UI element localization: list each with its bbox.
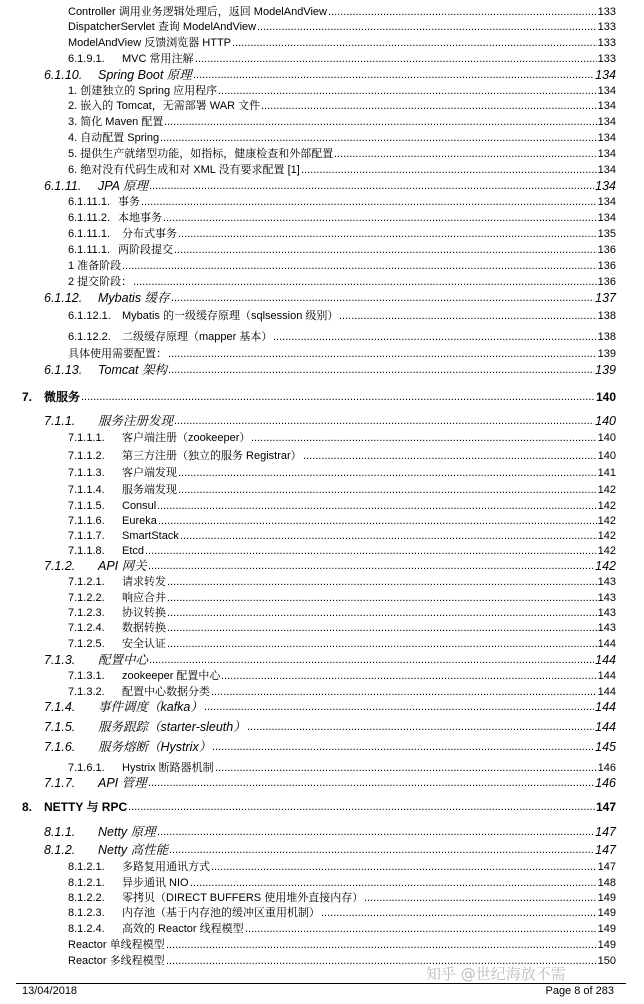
toc-entry-page: 136 <box>597 260 616 272</box>
toc-entry-title: Consul <box>122 500 157 512</box>
toc-dot-leader <box>245 922 597 936</box>
toc-entry-page: 149 <box>597 907 616 919</box>
toc-entry-page: 145 <box>595 740 616 754</box>
toc-entry-title: 1 准备阶段 <box>68 260 122 272</box>
toc-entry-number: 6.1.11.1. <box>68 196 110 208</box>
toc-entry-page: 142 <box>597 530 616 542</box>
toc-entry-page: 135 <box>597 228 616 240</box>
toc-entry-title: DispatcherServlet 查询 ModelAndView <box>68 21 257 33</box>
toc-entry-number: 7.1.6.1. <box>68 762 105 774</box>
toc-dot-leader <box>174 243 597 257</box>
toc-entry-page: 134 <box>597 100 616 112</box>
toc-entry-number: 6.1.12. <box>44 291 83 305</box>
toc-entry-number: 7.1.1.7. <box>68 530 105 542</box>
toc-entry-title: Netty 高性能 <box>98 843 169 857</box>
toc-entry-number: 7.1.7. <box>44 776 76 790</box>
toc-entry-page: 134 <box>597 212 616 224</box>
toc-dot-leader <box>168 363 594 377</box>
toc-entry-title: 服务端发现 <box>122 484 177 496</box>
toc-dot-leader <box>273 330 597 344</box>
toc-entry-number: 6.1.11.2. <box>68 212 110 224</box>
toc-entry-title: Spring Boot 原理 <box>98 68 192 82</box>
toc-entry-title: 客户端发现 <box>122 467 177 479</box>
toc-entry-page: 134 <box>597 148 616 160</box>
footer-page-number: Page 8 of 283 <box>545 985 614 997</box>
toc-entry-page: 144 <box>597 670 616 682</box>
toc-entry-number: 7.1.2.5. <box>68 638 105 650</box>
toc-entry-number: 7.1.3. <box>44 653 76 667</box>
toc-entry-page: 144 <box>595 720 616 734</box>
toc-dot-leader <box>204 700 594 714</box>
toc-entry-page: 148 <box>597 877 616 889</box>
toc-dot-leader <box>178 483 597 497</box>
toc-dot-leader <box>261 99 597 113</box>
toc-entry-title: ModelAndView 反馈浏览器 HTTP <box>68 37 232 49</box>
toc-entry-title: 分布式事务 <box>122 228 177 240</box>
toc-entry-title: 安全认证 <box>122 638 166 650</box>
toc-entry-number: 6.1.10. <box>44 68 83 82</box>
toc-entry-title: 事务 <box>118 196 140 208</box>
toc-dot-leader <box>167 575 597 589</box>
toc-dot-leader <box>149 179 594 193</box>
toc-entry-title: 事件调度（kafka） <box>98 700 203 714</box>
toc-entry-page: 144 <box>597 686 616 698</box>
toc-entry-page: 134 <box>595 68 616 82</box>
toc-dot-leader <box>303 449 597 463</box>
toc-entry-page: 142 <box>595 559 616 573</box>
toc-entry-page: 133 <box>597 37 616 49</box>
toc-entry-title: 多路复用通讯方式 <box>122 861 210 873</box>
toc-dot-leader <box>164 115 597 129</box>
toc-entry-page: 141 <box>597 467 616 479</box>
toc-entry-number: 8.1.1. <box>44 825 76 839</box>
toc-entry-title: Reactor 多线程模型 <box>68 955 165 967</box>
toc-entry-page: 140 <box>595 390 616 404</box>
toc-entry-page: 134 <box>597 132 616 144</box>
toc-dot-leader <box>212 740 594 754</box>
toc-entry-number: 7.1.1.2. <box>68 450 105 462</box>
toc-entry-title: 异步通讯 NIO <box>122 877 189 889</box>
toc-entry-page: 137 <box>595 291 616 305</box>
toc-entry-page: 134 <box>597 164 616 176</box>
toc-dot-leader <box>167 637 597 651</box>
toc-dot-leader <box>158 514 597 528</box>
toc-entry-title: 3. 简化 Maven 配置 <box>68 116 164 128</box>
toc-entry-number: 7.1.2. <box>44 559 76 573</box>
toc-entry-title: 响应合并 <box>122 592 166 604</box>
toc-dot-leader <box>247 720 594 734</box>
toc-entry-page: 133 <box>597 21 616 33</box>
toc-entry-page: 138 <box>597 331 616 343</box>
toc-entry-page: 142 <box>597 484 616 496</box>
toc-dot-leader <box>221 669 597 683</box>
toc-entry-title: JPA 原理 <box>98 179 149 193</box>
toc-entry-page: 134 <box>595 179 616 193</box>
toc-dot-leader <box>174 414 594 428</box>
toc-entry-title: 配置中心 <box>98 653 149 667</box>
toc-entry-number: 6.1.12.2. <box>68 331 111 343</box>
toc-dot-leader <box>128 800 595 814</box>
toc-entry-title: 1. 创建独立的 Spring 应用程序 <box>68 85 218 97</box>
toc-entry-page: 147 <box>595 800 616 814</box>
toc-dot-leader <box>232 36 597 50</box>
toc-entry-number: 7.1.5. <box>44 720 76 734</box>
toc-dot-leader <box>167 606 597 620</box>
toc-dot-leader <box>145 544 597 558</box>
toc-entry-page: 147 <box>595 843 616 857</box>
toc-dot-leader <box>160 131 597 145</box>
toc-entry-page: 144 <box>595 700 616 714</box>
toc-entry-page: 142 <box>597 515 616 527</box>
toc-entry-number: 7.1.2.2. <box>68 592 105 604</box>
toc-entry-title: 2 提交阶段： <box>68 276 133 288</box>
toc-dot-leader <box>168 347 597 361</box>
toc-dot-leader <box>133 275 597 289</box>
toc-entry-number: 7.1.1.4. <box>68 484 105 496</box>
toc-entry-title: Controller 调用业务逻辑处理后，返回 ModelAndView <box>68 6 327 18</box>
toc-entry-title: 协议转换 <box>122 607 166 619</box>
toc-entry-page: 149 <box>597 939 616 951</box>
toc-dot-leader <box>180 529 597 543</box>
toc-entry-page: 139 <box>597 348 616 360</box>
toc-entry-title: SmartStack <box>122 530 179 542</box>
toc-entry-number: 8.1.2.3. <box>68 907 105 919</box>
toc-dot-leader <box>301 163 597 177</box>
toc-entry-title: 内存池（基于内存池的缓冲区重用机制） <box>122 907 320 919</box>
toc-dot-leader <box>157 499 597 513</box>
toc-entry-title: 客户端注册（zookeeper） <box>122 432 251 444</box>
toc-entry-number: 8.1.2.1. <box>68 877 105 889</box>
toc-dot-leader <box>218 84 597 98</box>
toc-entry-number: 7.1.1.1. <box>68 432 105 444</box>
toc-entry-title: zookeeper 配置中心 <box>122 670 221 682</box>
toc-entry-page: 144 <box>595 653 616 667</box>
toc-entry-title: API 网关 <box>98 559 147 573</box>
toc-dot-leader <box>149 653 594 667</box>
toc-entry-title: 两阶段提交 <box>118 244 173 256</box>
toc-dot-leader <box>148 776 594 790</box>
toc-entry-title: 服务跟踪（starter-sleuth） <box>98 720 246 734</box>
toc-entry-page: 142 <box>597 500 616 512</box>
toc-dot-leader <box>339 309 597 323</box>
toc-dot-leader <box>251 431 597 445</box>
toc-entry-number: 8.1.2. <box>44 843 76 857</box>
toc-dot-leader <box>163 211 597 225</box>
toc-dot-leader <box>364 891 597 905</box>
toc-entry-number: 8.1.2.2. <box>68 892 105 904</box>
toc-entry-page: 147 <box>597 861 616 873</box>
toc-entry-title: NETTY 与 RPC <box>44 800 128 814</box>
toc-dot-leader <box>178 227 597 241</box>
toc-entry-page: 134 <box>597 85 616 97</box>
toc-entry-page: 133 <box>597 53 616 65</box>
toc-entry-title: 二级缓存原理（mapper 基本） <box>122 331 273 343</box>
toc-entry-page: 139 <box>595 363 616 377</box>
toc-entry-title: 6. 绝对没有代码生成和对 XML 没有要求配置 [1] <box>68 164 300 176</box>
toc-entry-title: 配置中心数据分类 <box>122 686 210 698</box>
toc-entry-number: 7.1.1.8. <box>68 545 105 557</box>
toc-dot-leader <box>167 591 597 605</box>
toc-entry-title: Mybatis 缓存 <box>98 291 170 305</box>
toc-entry-number: 6.1.9.1. <box>68 53 105 65</box>
toc-dot-leader <box>148 559 594 573</box>
toc-entry-number: 6.1.11.1. <box>68 228 110 240</box>
toc-entry-title: 具体使用需要配置： <box>68 348 167 360</box>
toc-dot-leader <box>171 291 594 305</box>
toc-dot-leader <box>178 466 597 480</box>
toc-entry-title: Hystrix 断路器机制 <box>122 762 214 774</box>
toc-entry-title: 4. 自动配置 Spring <box>68 132 160 144</box>
toc-entry-page: 140 <box>595 414 616 428</box>
toc-entry-page: 149 <box>597 892 616 904</box>
toc-entry-number: 7.1.2.1. <box>68 576 105 588</box>
toc-entry-page: 143 <box>597 607 616 619</box>
toc-entry-title: 本地事务 <box>118 212 162 224</box>
toc-dot-leader <box>257 20 597 34</box>
toc-entry-page: 147 <box>595 825 616 839</box>
toc-entry-title: 数据转换 <box>122 622 166 634</box>
toc-entry-title: Eureka <box>122 515 157 527</box>
toc-dot-leader <box>141 195 597 209</box>
toc-dot-leader <box>122 259 597 273</box>
toc-entry-page: 143 <box>597 576 616 588</box>
toc-dot-leader <box>157 825 594 839</box>
toc-entry-title: Etcd <box>122 545 145 557</box>
toc-entry-page: 138 <box>597 310 616 322</box>
toc-entry-page: 140 <box>597 450 616 462</box>
toc-dot-leader <box>328 5 597 19</box>
toc-entry-page: 140 <box>597 432 616 444</box>
toc-entry-page: 133 <box>597 6 616 18</box>
toc-entry-number: 7.1.3.2. <box>68 686 105 698</box>
toc-entry-title: API 管理 <box>98 776 147 790</box>
toc-entry-title: Mybatis 的一级缓存原理（sqlsession 级别） <box>122 310 339 322</box>
toc-entry-page: 149 <box>597 923 616 935</box>
toc-entry-number: 7.1.6. <box>44 740 76 754</box>
toc-entry-title: 5. 提供生产就绪型功能，如指标，健康检查和外部配置 <box>68 148 334 160</box>
toc-dot-leader <box>334 147 597 161</box>
toc-entry-title: Tomcat 架构 <box>98 363 168 377</box>
toc-entry-number: 8.1.2.4. <box>68 923 105 935</box>
toc-entry-title: 2. 嵌入的 Tomcat，无需部署 WAR 文件 <box>68 100 261 112</box>
toc-entry-title: 零拷贝（DIRECT BUFFERS 使用堆外直接内存） <box>122 892 364 904</box>
toc-entry-page: 143 <box>597 592 616 604</box>
toc-dot-leader <box>195 52 597 66</box>
toc-dot-leader <box>211 685 597 699</box>
toc-entry-page: 144 <box>597 638 616 650</box>
toc-entry-number: 7.1.2.4. <box>68 622 105 634</box>
toc-entry-number: 7.1.2.3. <box>68 607 105 619</box>
toc-entry-title: 微服务 <box>44 390 81 404</box>
toc-entry-number: 8. <box>22 800 33 814</box>
toc-entry-number: 8.1.2.1. <box>68 861 105 873</box>
toc-entry-number: 7.1.1.6. <box>68 515 105 527</box>
toc-dot-leader <box>215 761 597 775</box>
toc-entry-title: MVC 常用注解 <box>122 53 194 65</box>
toc-dot-leader <box>321 906 597 920</box>
toc-entry-title: Reactor 单线程模型 <box>68 939 165 951</box>
toc-entry-page: 134 <box>597 196 616 208</box>
toc-entry-number: 7.1.1.5. <box>68 500 105 512</box>
toc-entry-number: 6.1.11.1. <box>68 244 110 256</box>
toc-entry-title: 请求转发 <box>122 576 166 588</box>
toc-entry-page: 146 <box>595 776 616 790</box>
toc-entry-page: 143 <box>597 622 616 634</box>
toc-entry-number: 7.1.1.3. <box>68 467 105 479</box>
toc-dot-leader <box>166 938 597 952</box>
toc-entry-number: 7.1.1. <box>44 414 76 428</box>
toc-dot-leader <box>190 876 597 890</box>
toc-entry-page: 142 <box>597 545 616 557</box>
toc-entry-page: 136 <box>597 276 616 288</box>
toc-entry-page: 146 <box>597 762 616 774</box>
toc-dot-leader <box>81 390 595 404</box>
toc-dot-leader <box>211 860 597 874</box>
toc-entry-title: 第三方注册（独立的服务 Registrar） <box>122 450 302 462</box>
toc-entry-number: 6.1.13. <box>44 363 83 377</box>
toc-entry-page: 150 <box>597 955 616 967</box>
toc-entry-number: 6.1.12.1. <box>68 310 111 322</box>
footer-date: 13/04/2018 <box>22 985 78 997</box>
toc-entry-title: 服务注册发现 <box>98 414 174 428</box>
toc-entry-title: 高效的 Reactor 线程模型 <box>122 923 244 935</box>
toc-entry-number: 6.1.11. <box>44 179 82 193</box>
watermark: 知乎 @世纪海放不需 <box>426 965 566 983</box>
toc-entry-page: 136 <box>597 244 616 256</box>
toc-dot-leader <box>167 621 597 635</box>
toc-dot-leader <box>193 68 594 82</box>
toc-entry-number: 7.1.3.1. <box>68 670 105 682</box>
toc-entry-page: 134 <box>597 116 616 128</box>
toc-entry-title: Netty 原理 <box>98 825 156 839</box>
toc-dot-leader <box>169 843 594 857</box>
toc-entry-number: 7.1.4. <box>44 700 76 714</box>
toc-entry-title: 服务熔断（Hystrix） <box>98 740 212 754</box>
toc-entry-number: 7. <box>22 390 33 404</box>
